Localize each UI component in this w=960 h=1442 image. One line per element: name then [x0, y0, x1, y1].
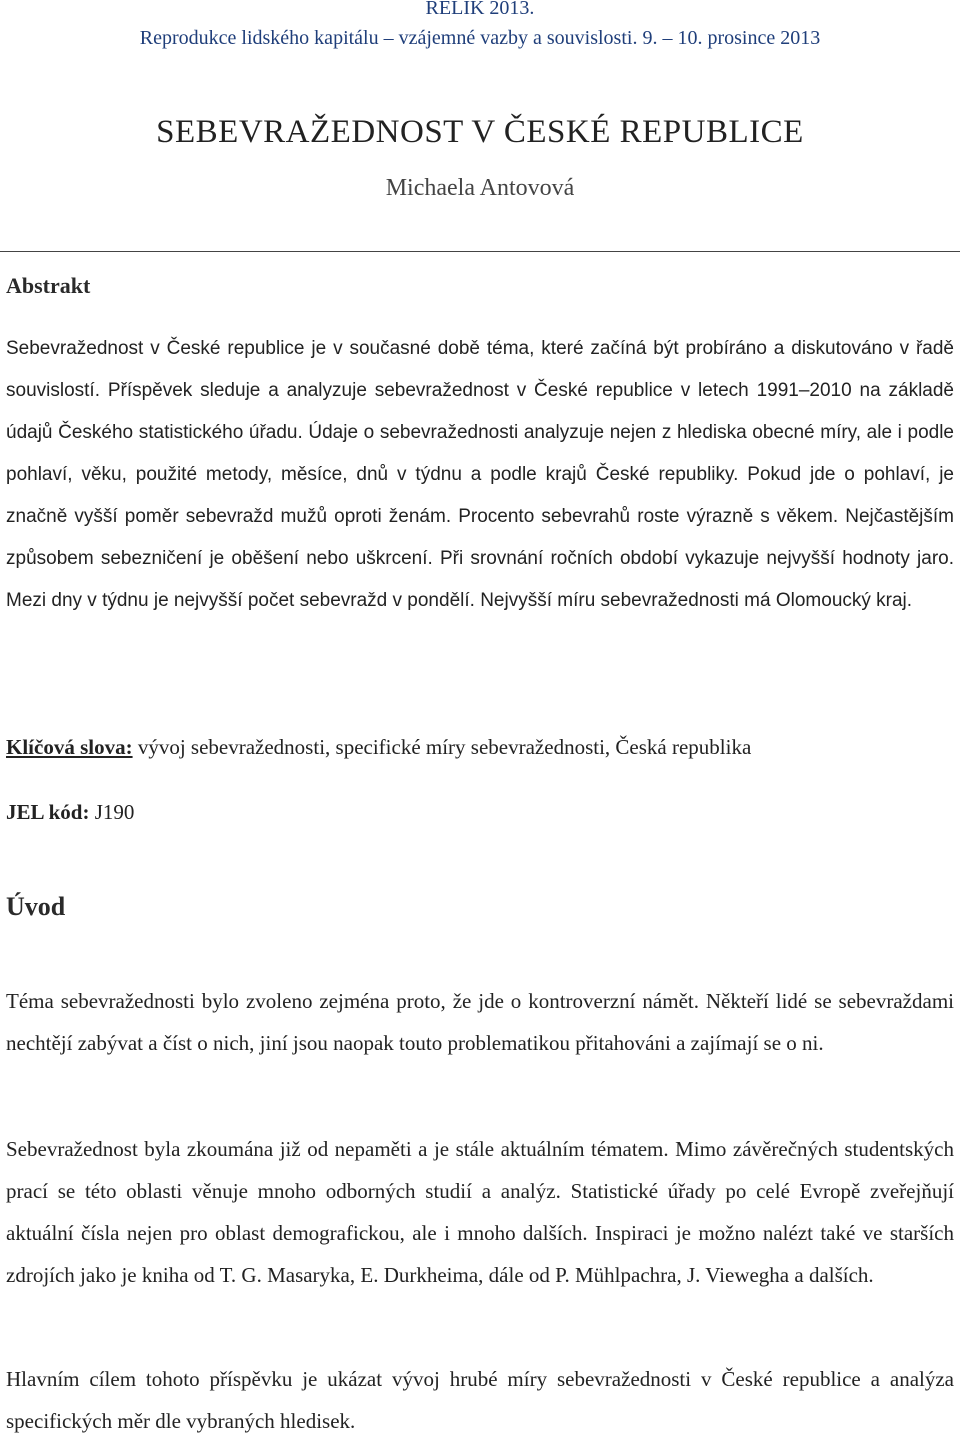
conference-subtitle: Reprodukce lidského kapitálu – vzájemné vazby a souvislosti. 9. – 10. prosince 2013: [139, 27, 821, 49]
keywords-text: vývoj sebevražednosti, specifické míry sebevražednosti, Česká republika: [132, 735, 752, 759]
introduction-heading: Úvod: [6, 892, 66, 921]
jel-label: JEL kód:: [6, 800, 90, 824]
title-divider: [0, 251, 960, 252]
paper-title: SEBEVRAŽEDNOST V ČESKÉ REPUBLICE: [156, 114, 804, 150]
conference-name: RELIK 2013.: [425, 0, 535, 19]
jel-code-line: [6, 792, 134, 832]
introduction-paragraph: Sebevražednost byla zkoumána již od nepaměti a je stále aktuálním tématem. Mimo závěrečných studentských prací se této oblasti věnuje mnoho odborných studií a analýz. Statistické úřady po celé Evropě zveřejňují aktuální čísla nejen pro oblast demografickou, ale i mnoho dalších. Inspiraci je možno nalézt také ve starších zdrojích jako je kniha od T. G. Masaryka, E. Durkheima, dále od P. Mühlpachra, J. Viewegha a dalších.: [6, 1137, 954, 1287]
keywords-label: Klíčová slova:: [6, 735, 133, 759]
abstract-text: Sebevražednost v České republice je v současné době téma, které začíná být probíráno a diskutováno v řadě souvislostí. Příspěvek sleduje a analyzuje sebevražednost v České republice v letech 1991–2010 na základě údajů Českého statistického úřadu. Údaje o sebevražednosti analyzuje nejen z hlediska obecné míry, ale i podle pohlaví, věku, použité metody, měsíce, dnů v týdnu a podle krajů České republiky. Pokud jde o pohlaví, je značně vyšší poměr sebevražd mužů oproti ženám. Procento sebevrahů roste výrazně s věkem. Nejčastějším způsobem sebezničení je oběšení nebo uškrcení. Při srovnání ročních období vykazuje nejvyšší hodnoty jaro. Mezi dny v týdnu je nejvyšší počet sebevražd v pondělí. Nejvyšší míru sebevražednosti má Olomoucký kraj.: [6, 338, 954, 611]
keywords-line: [6, 727, 954, 767]
jel-code: J190: [89, 800, 135, 824]
introduction-paragraph: Hlavním cílem tohoto příspěvku je ukázat vývoj hrubé míry sebevražednosti v České republice a analýza specifických měr dle vybraných hledisek.: [6, 1367, 954, 1433]
paper-author: Michaela Antovová: [385, 175, 575, 201]
introduction-paragraph: Téma sebevražednosti bylo zvoleno zejména proto, že jde o kontroverzní námět. Někteří lidé se sebevraždami nechtějí zabývat a číst o nich, jiní jsou naopak touto problematikou přitahováni a zajímají se o ni.: [6, 989, 954, 1055]
abstract-heading: Abstrakt: [6, 273, 91, 298]
